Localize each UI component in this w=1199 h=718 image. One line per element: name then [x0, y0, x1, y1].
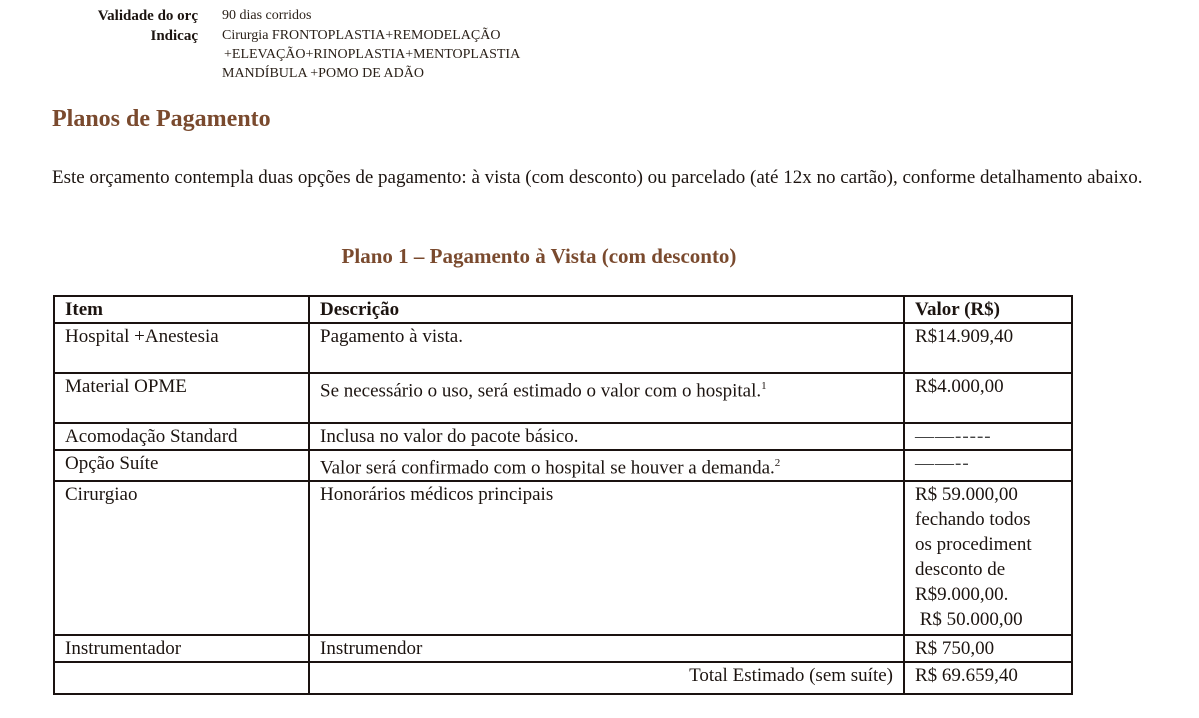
row-value: R$ 750,00	[904, 635, 1072, 662]
row-description: Instrumendor	[309, 635, 904, 662]
footnote-marker: 2	[774, 457, 781, 469]
header-item: Item	[54, 296, 309, 323]
table-row	[54, 373, 1072, 423]
validity-value: 90 dias corridos	[222, 8, 312, 23]
value-line: desconto de	[915, 559, 1006, 581]
table-row	[54, 423, 1072, 450]
table-row	[54, 323, 1072, 373]
indication-value	[222, 26, 520, 83]
row-value: R$14.909,40	[904, 323, 1072, 373]
row-item: Instrumentador	[54, 635, 309, 662]
budget-table	[53, 295, 1073, 695]
indication-label: Indicaç	[150, 28, 198, 44]
header-description: Descrição	[309, 296, 904, 323]
row-item: Hospital +Anestesia	[54, 323, 309, 373]
row-item: Acomodação Standard	[54, 423, 309, 450]
validity-label: Validade do orç	[97, 8, 198, 24]
value-line: os procediment	[915, 534, 1032, 556]
header-value: Valor (R$)	[904, 296, 1072, 323]
table-row	[54, 481, 1072, 635]
row-value	[904, 481, 1072, 635]
validity-row	[0, 6, 700, 26]
total-empty-cell	[54, 662, 309, 694]
description-text: Valor será confirmado com o hospital se houver a demanda.	[320, 457, 775, 479]
row-value: R$4.000,00	[904, 373, 1072, 423]
plan-title: Plano 1 – Pagamento à Vista (com desconto)	[341, 244, 737, 268]
value-line: fechando todos	[915, 509, 1031, 531]
row-description	[309, 373, 904, 423]
total-value: R$ 69.659,40	[904, 662, 1072, 694]
value-line: R$9.000,00.	[915, 584, 1009, 606]
row-value: ——--	[904, 450, 1072, 481]
budget-meta	[0, 6, 700, 83]
row-description	[309, 450, 904, 481]
row-item: Opção Suíte	[54, 450, 309, 481]
value-line: R$ 50.000,00	[915, 609, 1023, 631]
table-row	[54, 450, 1072, 481]
table-total-row	[54, 662, 1072, 694]
row-description: Pagamento à vista.	[309, 323, 904, 373]
total-label: Total Estimado (sem suíte)	[309, 662, 904, 694]
value-line: R$ 59.000,00	[915, 484, 1018, 506]
indication-row	[0, 26, 700, 83]
indication-line: MANDÍBULA +POMO DE ADÃO	[222, 66, 424, 81]
indication-line: +ELEVAÇÃO+RINOPLASTIA+MENTOPLASTIA	[224, 47, 521, 62]
row-description: Inclusa no valor do pacote básico.	[309, 423, 904, 450]
description-text: Se necessário o uso, será estimado o valor com o hospital.	[320, 380, 762, 402]
row-item: Material OPME	[54, 373, 309, 423]
intro-paragraph: Este orçamento contempla duas opções de pagamento: à vista (com desconto) ou parcelado (até 12x no cartão), conforme detalhamento abaixo.	[52, 167, 1143, 188]
indication-line: Cirurgia FRONTOPLASTIA+REMODELAÇÃO	[222, 28, 501, 43]
row-value: ——-----	[904, 423, 1072, 450]
row-item: Cirurgiao	[54, 481, 309, 635]
table-row	[54, 635, 1072, 662]
section-title: Planos de Pagamento	[52, 106, 271, 132]
footnote-marker: 1	[761, 380, 767, 392]
row-description: Honorários médicos principais	[309, 481, 904, 635]
table-header-row	[54, 296, 1072, 323]
